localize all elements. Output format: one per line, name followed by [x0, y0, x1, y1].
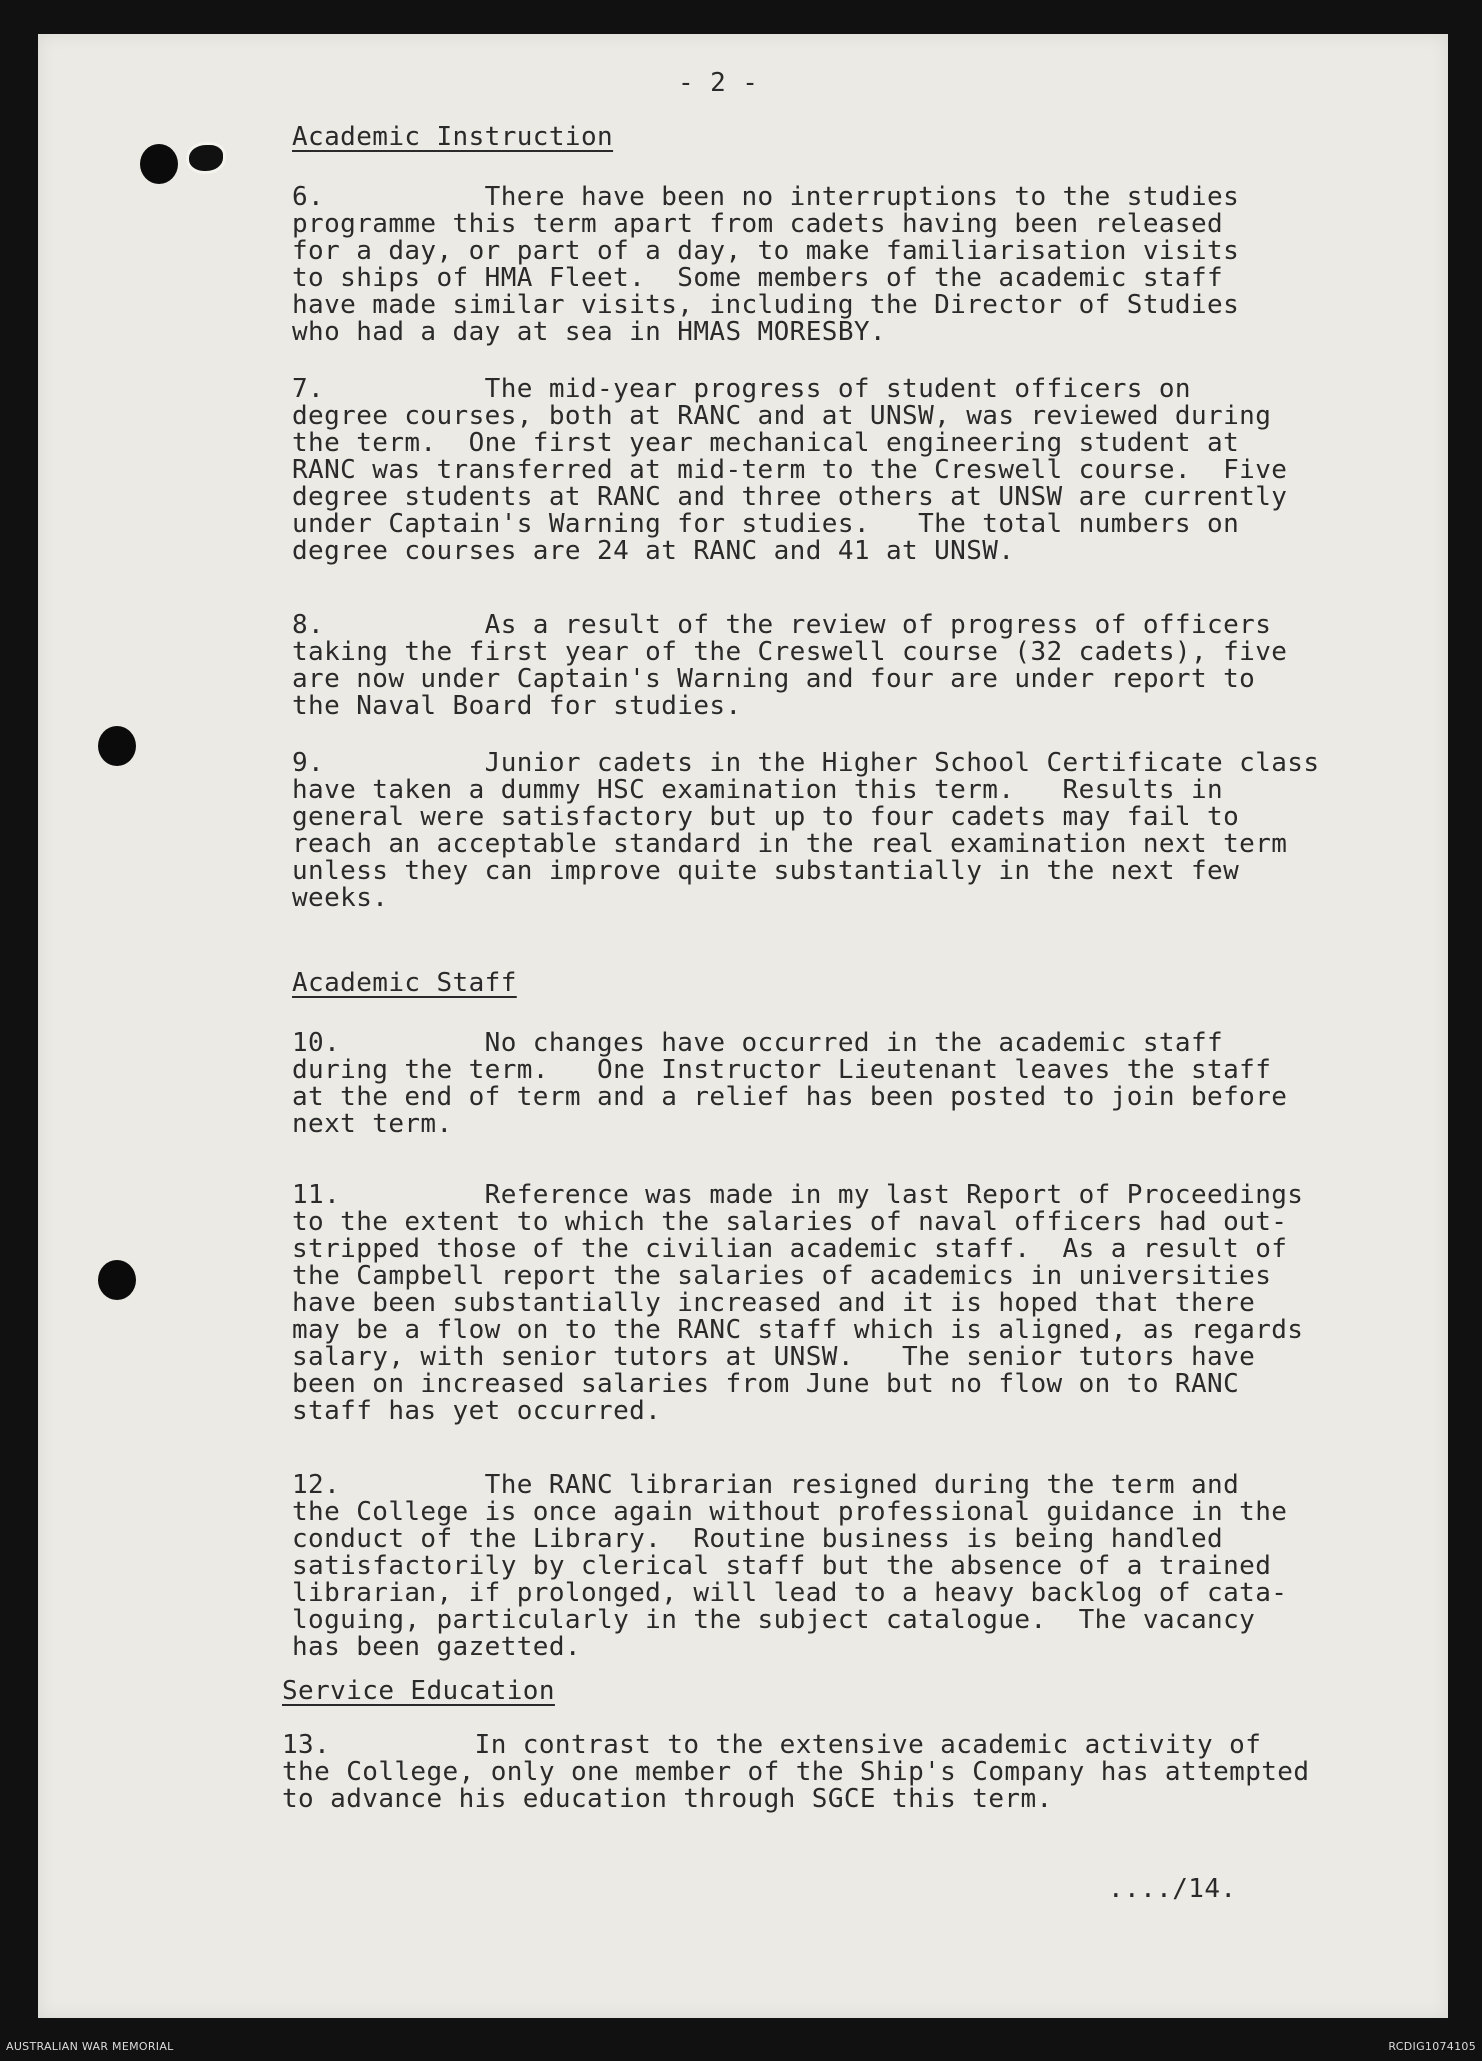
paragraph-9: 9. Junior cadets in the Higher School Certificate class have taken a dummy HSC examination this term. Results in general were satisfactory but up to four cadets may fail to reach an acceptable standard in the real examination next term unless they can improve quite substantially in the next few weeks. — [292, 748, 1320, 913]
paragraph-13: 13. In contrast to the extensive academic activity of the College, only one member of the Ship's Company has attempted to advance his education through SGCE this term. — [282, 1730, 1310, 1814]
punch-hole — [98, 1260, 136, 1300]
paragraph-7: 7. The mid-year progress of student officers on degree courses, both at RANC and at UNSW, was reviewed during the term. One first year mechanical engineering student at RANC was transferred at mid-term to the Creswell course. Five degree students at RANC and three others at UNSW are currently under Captain's Warning for studies. The total numbers on degree courses are 24 at RANC and 41 at UNSW. — [292, 374, 1288, 566]
document-page — [38, 34, 1448, 2018]
heading-academic-instruction: Academic Instruction — [292, 122, 614, 152]
heading-service-education: Service Education — [282, 1676, 555, 1706]
paragraph-10: 10. No changes have occurred in the academic staff during the term. One Instructor Lieutenant leaves the staff at the end of term and a relief has been posted to join before next term. — [292, 1028, 1288, 1139]
page-number: - 2 - — [678, 68, 759, 98]
paragraph-6: 6. There have been no interruptions to the studies programme this term apart from cadets having been released for a day, or part of a day, to make familiarisation visits to ships of HMA Fleet. Some members of the academic staff have made similar visits, including the Director of Studies who had a day at sea in HMAS MORESBY. — [292, 182, 1240, 347]
paragraph-11: 11. Reference was made in my last Report of Proceedings to the extent to which the salaries of naval officers had out- stripped those of the civilian academic staff. As a result of the Campbell report the salaries of academics in universities have been substantially increased and it is hoped that there may be a flow on to the RANC staff which is aligned, as regards salary, with senior tutors at UNSW. The senior tutors have been on increased salaries from June but no flow on to RANC staff has yet occurred. — [292, 1180, 1304, 1426]
punch-hole — [140, 144, 178, 184]
punch-hole — [98, 726, 136, 766]
paragraph-8: 8. As a result of the review of progress of officers taking the first year of the Creswell course (32 cadets), five are now under Captain's Warning and four are under report to the Naval Board for studies. — [292, 610, 1288, 721]
paragraph-12: 12. The RANC librarian resigned during the term and the College is once again without professional guidance in the conduct of the Library. Routine business is being handled satisfactorily by clerical staff but the absence of a trained librarian, if prolonged, will lead to a heavy backlog of cata- loguing, particularly in the subject catalogue. The vacancy has been gazetted. — [292, 1470, 1288, 1662]
continuation-marker: ..../14. — [1108, 1874, 1237, 1904]
footer-source: AUSTRALIAN WAR MEMORIAL — [6, 2040, 174, 2053]
heading-academic-staff: Academic Staff — [292, 968, 517, 998]
torn-hole — [186, 142, 226, 174]
footer-id: RCDIG1074105 — [1388, 2040, 1476, 2053]
